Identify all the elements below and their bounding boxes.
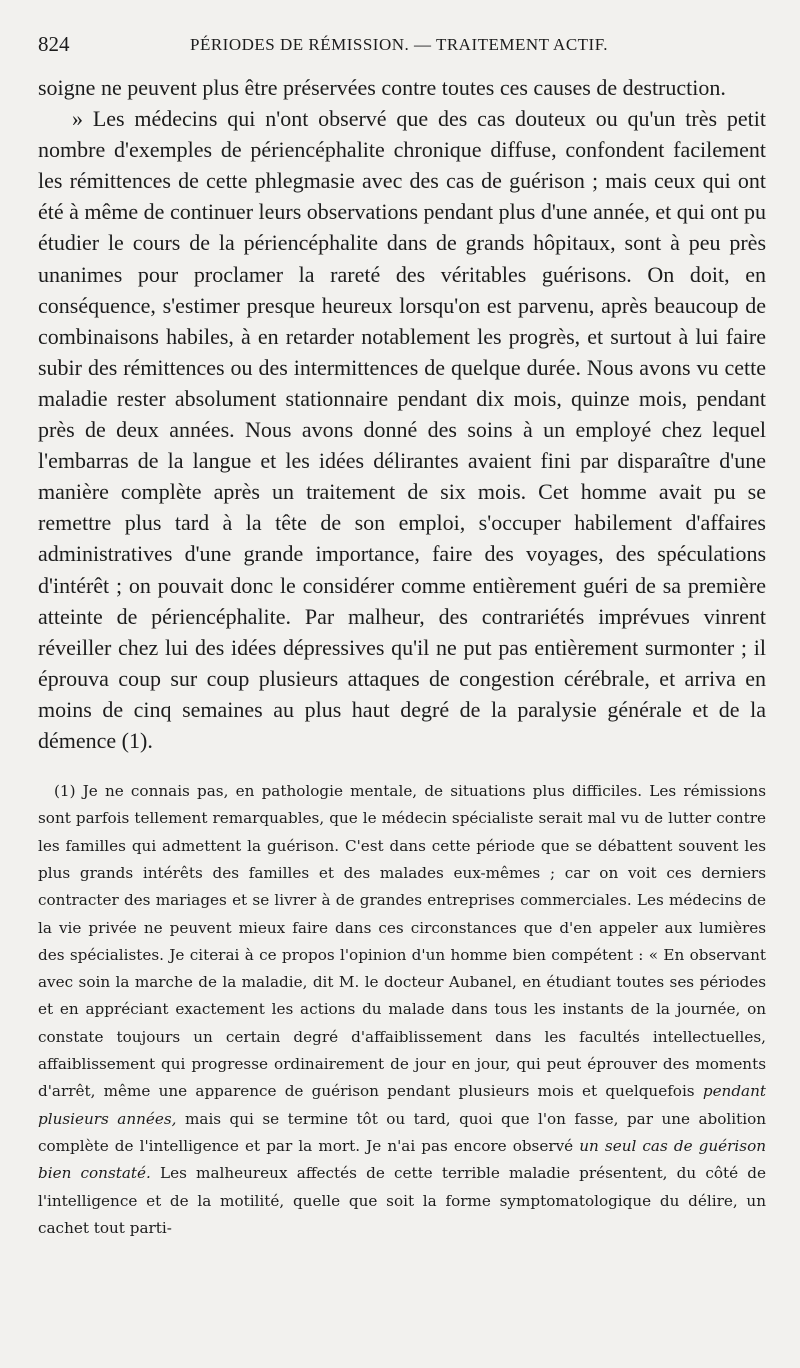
- paragraph-quote: » Les médecins qui n'ont observé que des cas douteux ou qu'un très petit nombre d'exemples de périencéphalite chronique diffuse, confondent facilement les rémittences de cette phlegmasie avec des cas de guérison ; mais ceux qui ont été à même de continuer leurs observations pendant plus d'une année, et qui ont pu étudier le cours de la périencéphalite dans de grands hôpitaux, sont à peu près unanimes pour proclamer la rareté des véritables guérisons. On doit, en conséquence, s'estimer presque heureux lorsqu'on est parvenu, après beaucoup de combinaisons habiles, à en retarder notablement les progrès, et surtout à lui faire subir des rémittences ou des intermittences de quelque durée. Nous avons vu cette maladie rester absolument stationnaire pendant dix mois, quinze mois, pendant près de deux années. Nous avons donné des soins à un employé chez lequel l'embarras de la langue et les idées délirantes avaient fini par disparaître d'une manière complète après un traitement de six mois. Cet homme avait pu se remettre plus tard à la tête de son emploi, s'occuper habilement d'affaires administratives d'une grande importance, faire des voyages, des spéculations d'intérêt ; on pouvait donc le considérer comme entièrement guéri de sa première atteinte de périencéphalite. Par malheur, des contrariétés imprévues vinrent réveiller chez lui des idées dépressives qu'il ne put pas entièrement surmonter ; il éprouva coup sur coup plusieurs attaques de congestion cérébrale, et arriva en moins de cinq semaines au plus haut degré de la paralysie générale et de la démence (1).: [38, 106, 766, 753]
- page-header: [38, 32, 766, 62]
- footnote-part-2: mais qui se termine tôt ou tard, quoi que l'on fasse, par une abolition complète de l'intelligence et par la mort. Je n'ai pas encore observé: [38, 1109, 766, 1155]
- footnote-text: [38, 778, 766, 1242]
- page-number: 824: [38, 32, 70, 56]
- footnote: [38, 778, 766, 1242]
- footnote-italic-2: un seul cas de guérison bien constaté.: [38, 1136, 767, 1183]
- footnote-part-3: Les malheureux affectés de cette terrible maladie présentent, du côté de l'intelligence et de la motilité, quelle que soit la forme symptomatologique du délire, un cachet tout parti-: [38, 1164, 766, 1237]
- running-title: PÉRIODES DE RÉMISSION. — TRAITEMENT ACTIF.: [190, 35, 609, 54]
- footnote-part-1: (1) Je ne connais pas, en pathologie mentale, de situations plus difficiles. Les rémissions sont parfois tellement remarquables, que le médecin spécialiste serait mal vu de lutter contre les familles qui admettent la guérison. C'est dans cette période que se débattent souvent les plus grands intérêts des familles et des malades eux-mêmes ; car on voit ces derniers contracter des mariages et se livrer à de grandes entreprises commerciales. Les médecins de la vie privée ne peuvent mieux faire dans ces circonstances que d'en appeler aux lumières des spécialistes. Je citerai à ce propos l'opinion d'un homme bien compétent : « En observant avec soin la marche de la maladie, dit M. le docteur Aubanel, en étudiant toutes ses périodes et en appréciant exactement les actions du malade dans tous les instants de la journée, on constate toujours un certain degré d'affaiblissement dans les facultés intellectuelles, affaiblissement qui progresse ordinairement de jour en jour, qui peut éprouver des moments d'arrêt, même une apparence de guérison pendant plusieurs mois et quelquefois: [38, 782, 766, 1101]
- footnote-italic-1: pendant plusieurs années,: [38, 1082, 766, 1128]
- main-text: [38, 72, 766, 756]
- paragraph-continuation: soigne ne peuvent plus être préservées contre toutes ces causes de destruction.: [38, 75, 726, 100]
- book-page: [38, 32, 766, 1242]
